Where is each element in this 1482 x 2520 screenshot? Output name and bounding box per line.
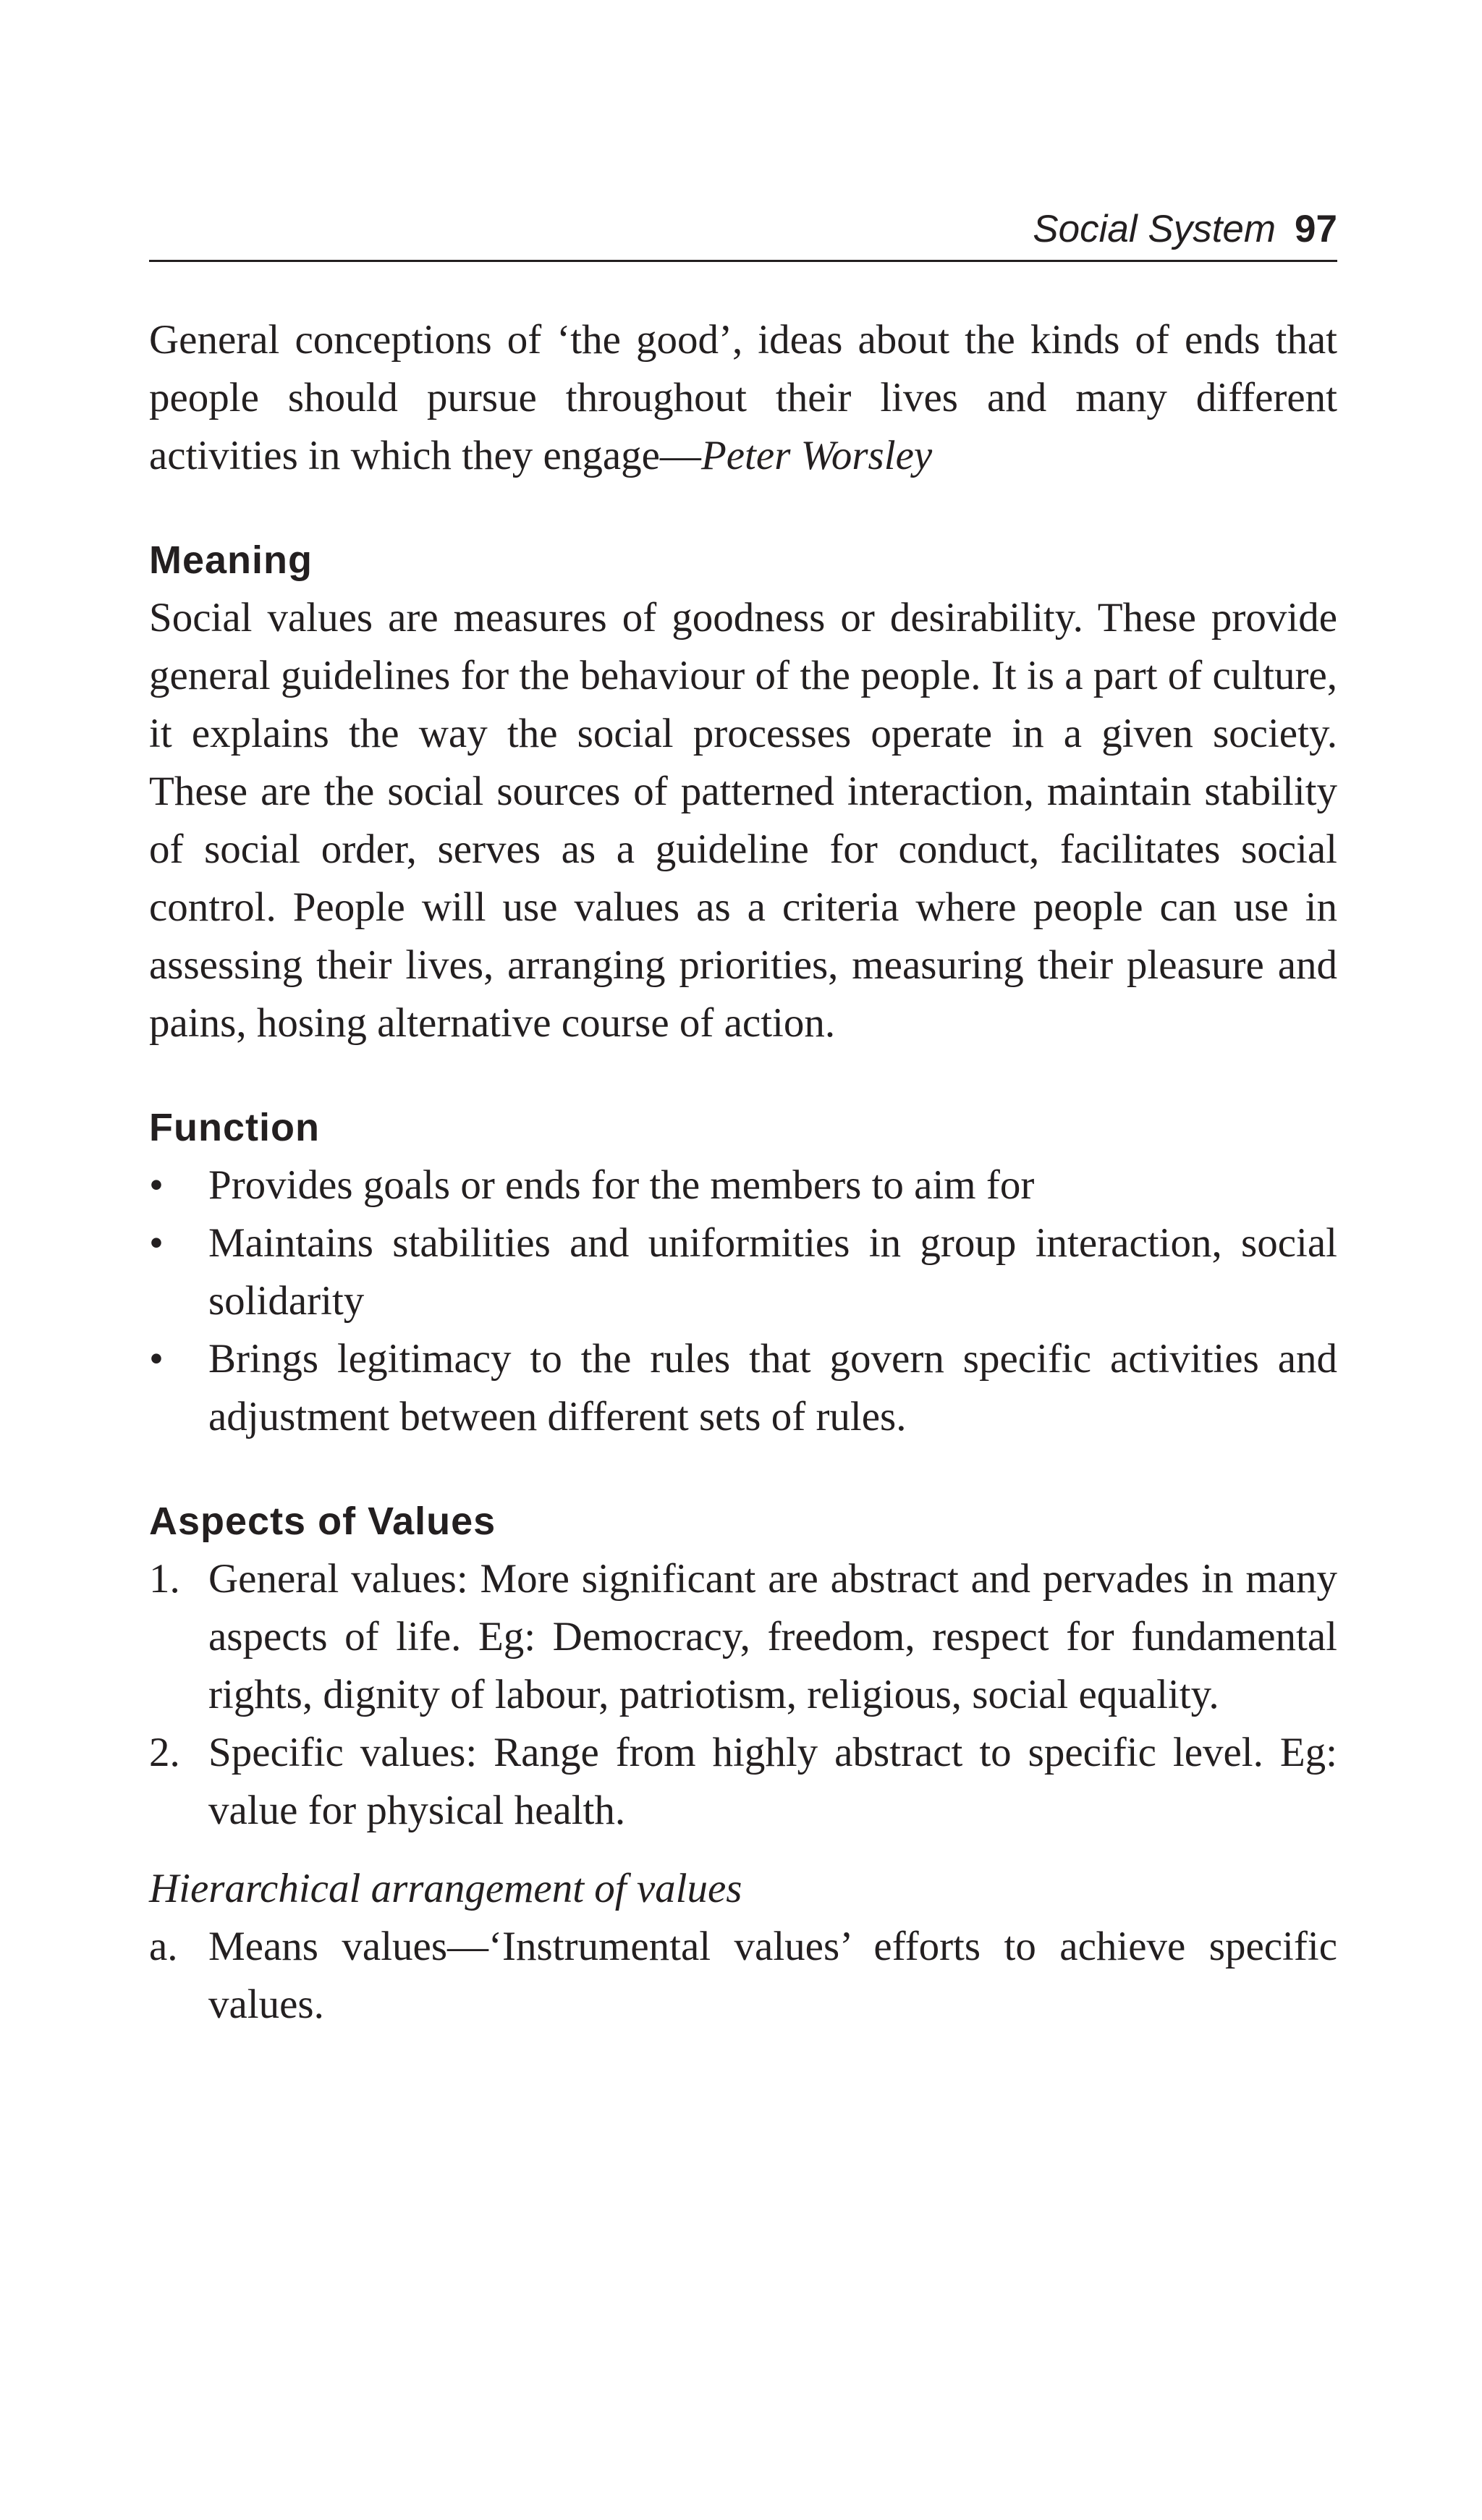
running-header xyxy=(149,210,1337,262)
list-item-text: Specific values: Range from highly abstract to specific level. Eg: value for physical health. xyxy=(208,1730,1337,1833)
section-title: Social System xyxy=(1033,208,1276,250)
list-item-text: Means values—‘Instrumental values’ efforts to achieve specific values. xyxy=(208,1924,1337,2027)
list-item xyxy=(149,1550,1337,1724)
list-item xyxy=(149,1330,1337,1446)
bullet-marker: • xyxy=(149,1220,164,1266)
epigraph-quote xyxy=(149,311,1337,485)
function-list xyxy=(149,1157,1337,1446)
aspects-list xyxy=(149,1550,1337,1840)
meaning-heading: Meaning xyxy=(149,538,313,582)
list-number: 2. xyxy=(149,1730,180,1775)
list-item-text: Brings legitimacy to the rules that govern specific activities and adjustment between different sets of rules. xyxy=(208,1336,1337,1439)
list-item xyxy=(149,1157,1337,1214)
bullet-marker: • xyxy=(149,1162,164,1208)
list-item-text: Maintains stabilities and uniformities in group interaction, social solidarity xyxy=(208,1220,1337,1324)
meaning-paragraph: Social values are measures of goodness or desirability. These provide general guidelines for the behaviour of the people. It is a part of culture, it explains the way the social processes operate in a given society. These are the social sources of patterned interaction, maintain stability of social order, serves as a guideline for conduct, facilitates social control. People will use values as a criteria where people can use in assessing their lives, arranging priorities, measuring their pleasure and pains, hosing alternative course of action. xyxy=(149,595,1337,1046)
epigraph-attribution: Peter Worsley xyxy=(700,433,933,478)
hierarchy-subheading: Hierarchical arrangement of values xyxy=(149,1866,742,1911)
book-page xyxy=(149,210,1337,2034)
list-letter: a. xyxy=(149,1924,178,1969)
list-number: 1. xyxy=(149,1556,180,1602)
epigraph-text: General conceptions of ‘the good’, ideas about the kinds of ends that people should pursue throughout their lives and many different activities in which they engage— xyxy=(149,317,1337,478)
function-heading: Function xyxy=(149,1106,320,1149)
list-item xyxy=(149,1918,1337,2034)
list-item-text: Provides goals or ends for the members to aim for xyxy=(208,1162,1035,1208)
list-item-text: General values: More significant are abstract and pervades in many aspects of life. Eg: Democracy, freedom, respect for fundamental rights, dignity of labour, patriotism, religious, social equality. xyxy=(208,1556,1337,1717)
list-item xyxy=(149,1724,1337,1840)
aspects-heading: Aspects of Values xyxy=(149,1500,496,1543)
page-number: 97 xyxy=(1295,208,1337,250)
bullet-marker: • xyxy=(149,1336,164,1382)
list-item xyxy=(149,1214,1337,1330)
hierarchy-list xyxy=(149,1918,1337,2034)
